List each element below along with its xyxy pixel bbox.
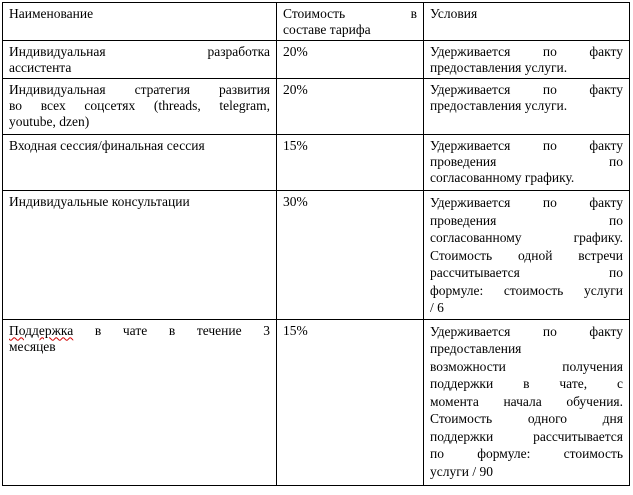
row-name-cell: Индивидуальная стратегия развития во всех соцсетях (threads, telegram, youtube, dzen) xyxy=(3,79,277,135)
row-conditions-cell: Удерживается по факту предоставления возможности получения поддержки в чате, с момента начала обучения. Стоимость одного дня поддержки рассчитывается по формуле: стоимость услуги / 90 xyxy=(424,319,630,485)
row-name-cell: Индивидуальные консультации xyxy=(3,191,277,320)
row-conditions-cell: Удерживается по факту предоставления услуги. xyxy=(424,41,630,79)
row-conditions-cell: Удерживается по факту предоставления услуги. xyxy=(424,79,630,135)
row-cost-cell: 15% xyxy=(277,319,424,485)
row-conditions-cell: Удерживается по факту проведения по согласованному графику. xyxy=(424,135,630,191)
header-name: Наименование xyxy=(3,3,277,41)
table-row xyxy=(3,41,630,79)
row-name-cell: Индивидуальная разработка ассистента xyxy=(3,41,277,79)
tariff-table xyxy=(2,2,630,486)
header-cost: Стоимость в составе тарифа xyxy=(277,3,424,41)
row-name-cell: Входная сессия/финальная сессия xyxy=(3,135,277,191)
row-cost-cell: 20% xyxy=(277,79,424,135)
spellcheck-underlined-word: Поддержка xyxy=(9,322,74,338)
table-row xyxy=(3,79,630,135)
row-cost-cell: 15% xyxy=(277,135,424,191)
row-conditions-cell: Удерживается по факту проведения по согласованному графику. Стоимость одной встречи рассчитывается по формуле: стоимость услуги / 6 xyxy=(424,191,630,320)
table-header-row xyxy=(3,3,630,41)
table-row xyxy=(3,135,630,191)
row-cost-cell: 30% xyxy=(277,191,424,320)
header-conditions: Условия xyxy=(424,3,630,41)
table-row xyxy=(3,319,630,485)
row-name-cell: Поддержка в чате в течение 3 месяцев xyxy=(3,319,277,485)
row-cost-cell: 20% xyxy=(277,41,424,79)
table-row xyxy=(3,191,630,320)
